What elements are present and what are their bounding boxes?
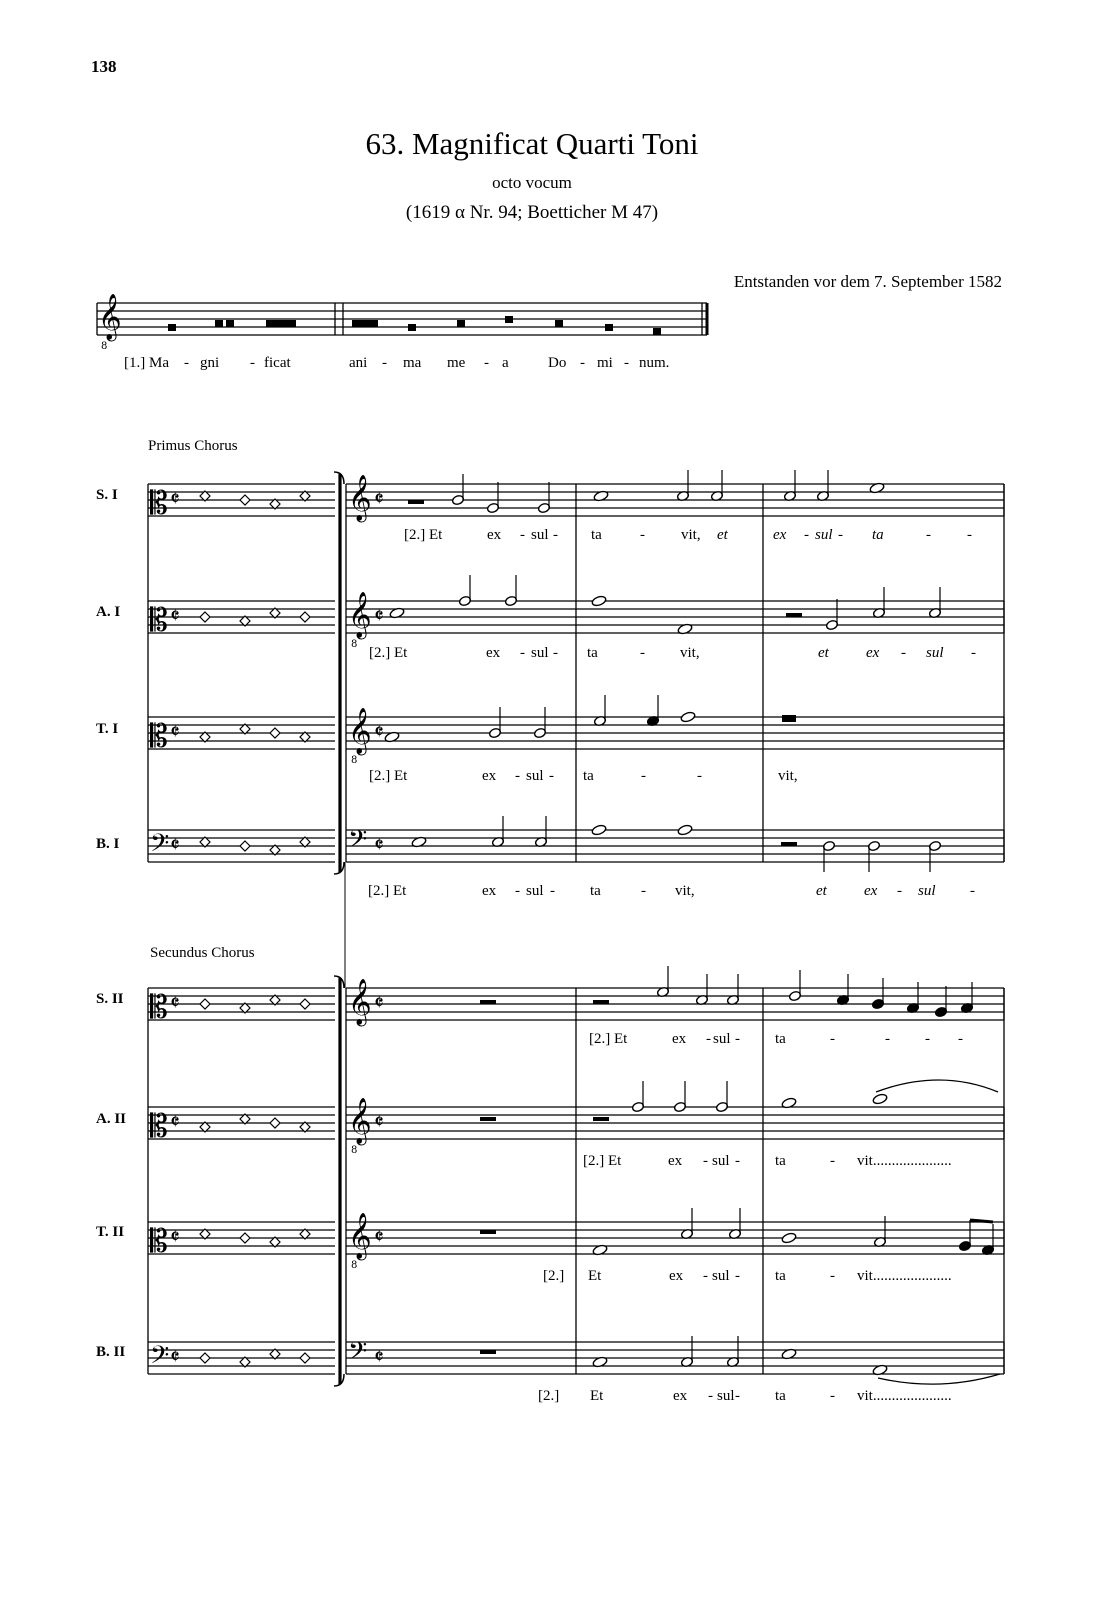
c-clef-icon: 𝄡 (150, 988, 168, 1026)
lyric-syllable: - (520, 645, 525, 661)
lyric-syllable: [2.] Et (369, 645, 408, 661)
beam-icon (970, 1220, 993, 1222)
lyric-syllable: ex (773, 527, 787, 543)
note-head (677, 824, 693, 836)
chant-note (168, 324, 176, 331)
c-clef-icon: 𝄡 (150, 484, 168, 522)
rest (480, 1117, 496, 1121)
lyric-syllable: [2.] Et (404, 527, 443, 543)
note-head (591, 824, 607, 836)
incipit-note (240, 841, 250, 851)
cut-time-icon: 𝄵 (170, 720, 180, 745)
lyric-syllable: ex (669, 1268, 684, 1284)
intonation-lyric: ani (349, 355, 368, 371)
lyric-syllable: [2.] (538, 1388, 560, 1404)
note-head (781, 1232, 797, 1244)
lyric-syllable: sul (526, 768, 544, 784)
lyric-syllable: vit, (680, 645, 700, 661)
lyric-syllable: - (515, 768, 520, 784)
incipit-note (270, 1118, 280, 1128)
lyric-syllable: - (553, 645, 558, 661)
slur-icon (878, 1374, 1000, 1384)
lyric-syllable: vit..................... (857, 1268, 952, 1284)
cut-time-icon: 𝄵 (374, 604, 384, 629)
lyric-syllable: ta (775, 1153, 786, 1169)
bass-clef-icon: 𝄢 (348, 825, 368, 860)
lyric-syllable: - (641, 883, 646, 899)
intonation-lyric: - (580, 355, 585, 371)
lyric-syllable: ta (587, 645, 598, 661)
intonation-lyric: - (624, 355, 629, 371)
lyric-syllable: - (735, 1388, 740, 1404)
lyric-syllable: sul (526, 883, 544, 899)
intonation-lyric: a (502, 355, 509, 371)
date-note: Entstanden vor dem 7. September 1582 (733, 272, 1002, 291)
lyric-syllable: et (818, 645, 829, 661)
rest (480, 1350, 496, 1354)
note-head (680, 711, 696, 723)
rest (786, 613, 802, 617)
lyric-syllable: sul (918, 883, 936, 899)
lyric-syllable: ta (591, 527, 602, 543)
voice-label-b2: B. II (96, 1344, 126, 1360)
lyric-syllable: sul (712, 1153, 730, 1169)
voice-label-s2: S. II (96, 991, 124, 1007)
choir-label-secundus: Secundus Chorus (150, 945, 255, 961)
cut-time-icon: 𝄵 (170, 604, 180, 629)
intonation-lyric: - (484, 355, 489, 371)
intonation-lyric: - (250, 355, 255, 371)
treble-clef-icon: 𝄞 (348, 592, 372, 638)
cut-time-icon: 𝄵 (170, 991, 180, 1016)
breve-note (782, 715, 796, 722)
lyric-syllable: - (703, 1153, 708, 1169)
lyric-syllable: - (958, 1031, 963, 1047)
lyric-syllable: - (926, 527, 931, 543)
incipit-note (300, 999, 310, 1009)
lyric-syllable: sul (531, 527, 549, 543)
choir-label-primus: Primus Chorus (148, 438, 238, 454)
lyric-syllable: - (515, 883, 520, 899)
lyric-syllable: - (520, 527, 525, 543)
lyric-syllable: ta (775, 1031, 786, 1047)
octave-mark-icon: 8 (351, 1145, 358, 1156)
lyric-syllable: - (640, 645, 645, 661)
lyric-syllable: sul (815, 527, 833, 543)
treble-clef-icon: 𝄞 (348, 1213, 372, 1259)
lyric-syllable: - (735, 1268, 740, 1284)
lyric-syllable: Et (588, 1268, 602, 1284)
treble-clef-icon: 𝄞 (98, 294, 122, 340)
chant-note (226, 320, 234, 327)
lyric-syllable: [2.] Et (368, 883, 407, 899)
bass-clef-icon: 𝄢 (150, 829, 170, 864)
lyric-syllable: ta (775, 1388, 786, 1404)
voice-label-t1: T. I (96, 721, 119, 737)
lyric-syllable: sul (713, 1031, 731, 1047)
chant-note (408, 324, 416, 331)
octave-mark-icon: 8 (351, 1260, 358, 1271)
intonation-lyric: [1.] Ma (124, 355, 169, 371)
lyric-syllable: [2.] Et (589, 1031, 628, 1047)
c-clef-icon: 𝄡 (150, 1107, 168, 1145)
lyric-syllable: - (804, 527, 809, 543)
chant-note (605, 324, 613, 331)
lyric-syllable: ex (672, 1031, 687, 1047)
lyric-syllable: ta (775, 1268, 786, 1284)
lyric-syllable: ta (583, 768, 594, 784)
lyric-syllable: vit..................... (857, 1388, 952, 1404)
lyric-syllable: - (553, 527, 558, 543)
lyric-syllable: - (708, 1388, 713, 1404)
lyric-syllable: vit..................... (857, 1153, 952, 1169)
cut-time-icon: 𝄵 (170, 1110, 180, 1135)
note-head (872, 1093, 888, 1105)
lyric-syllable: [2.] Et (583, 1153, 622, 1169)
lyric-syllable: - (703, 1268, 708, 1284)
incipit-note (240, 495, 250, 505)
rest (408, 500, 424, 504)
cut-time-icon: 𝄵 (170, 1345, 180, 1370)
intonation-lyric: ma (403, 355, 422, 371)
intonation-lyric: - (184, 355, 189, 371)
lyric-syllable: vit, (675, 883, 695, 899)
rest (593, 1000, 609, 1004)
rest (593, 1117, 609, 1121)
lyric-syllable: - (925, 1031, 930, 1047)
bass-clef-icon: 𝄢 (348, 1337, 368, 1372)
lyric-syllable: ex (482, 883, 497, 899)
lyric-syllable: - (735, 1153, 740, 1169)
cut-time-icon: 𝄵 (374, 1345, 384, 1370)
lyric-syllable: - (640, 527, 645, 543)
lyric-syllable: - (550, 883, 555, 899)
intonation-lyric: num. (639, 355, 670, 371)
lyric-syllable: vit, (778, 768, 798, 784)
cut-time-icon: 𝄵 (170, 1225, 180, 1250)
octave-mark-icon: 8 (101, 341, 108, 352)
lyric-syllable: [2.] Et (369, 768, 408, 784)
incipit-note (200, 1353, 210, 1363)
intonation-lyric: ficat (264, 355, 291, 371)
lyric-syllable: ex (482, 768, 497, 784)
lyric-syllable: sul (531, 645, 549, 661)
cut-time-icon: 𝄵 (374, 1110, 384, 1135)
chant-note (352, 320, 378, 327)
lyric-syllable: [2.] (543, 1268, 565, 1284)
cut-time-icon: 𝄵 (374, 833, 384, 858)
chant-note (457, 320, 465, 327)
incipit-note (300, 1353, 310, 1363)
chant-note (505, 316, 513, 323)
rest (480, 1000, 496, 1004)
c-clef-icon: 𝄡 (150, 1222, 168, 1260)
lyric-syllable: et (816, 883, 827, 899)
treble-clef-icon: 𝄞 (348, 979, 372, 1025)
lyric-syllable: ex (866, 645, 880, 661)
lyric-syllable: ex (673, 1388, 688, 1404)
treble-clef-icon: 𝄞 (348, 475, 372, 521)
lyric-syllable: ex (864, 883, 878, 899)
bass-clef-icon: 𝄢 (150, 1341, 170, 1376)
rest (781, 842, 797, 846)
lyric-syllable: - (901, 645, 906, 661)
chant-note (266, 320, 296, 327)
lyric-syllable: sul (926, 645, 944, 661)
lyric-syllable: - (830, 1031, 835, 1047)
page-number: 138 (91, 57, 117, 76)
incipit-note (300, 612, 310, 622)
note-head (591, 595, 607, 607)
voice-label-s1: S. I (96, 487, 118, 503)
voice-label-a2: A. II (96, 1111, 127, 1127)
intonation-lyric: - (382, 355, 387, 371)
chant-note (215, 320, 223, 327)
lyric-syllable: - (697, 768, 702, 784)
intonation-lyric: mi (597, 355, 613, 371)
c-clef-icon: 𝄡 (150, 601, 168, 639)
lyric-syllable: sul (717, 1388, 735, 1404)
lyric-syllable: - (830, 1153, 835, 1169)
incipit-note (240, 1233, 250, 1243)
lyric-syllable: - (549, 768, 554, 784)
lyric-syllable: - (706, 1031, 711, 1047)
lyric-syllable: ta (590, 883, 601, 899)
cut-time-icon: 𝄵 (374, 487, 384, 512)
incipit-note (270, 728, 280, 738)
lyric-syllable: et (717, 527, 728, 543)
lyric-syllable: ex (487, 527, 502, 543)
lyric-syllable: - (735, 1031, 740, 1047)
incipit-note (200, 612, 210, 622)
lyric-syllable: Et (590, 1388, 604, 1404)
intonation-lyric: gni (200, 355, 220, 371)
lyric-syllable: sul (712, 1268, 730, 1284)
lyric-syllable: - (838, 527, 843, 543)
treble-clef-icon: 𝄞 (348, 1098, 372, 1144)
lyric-syllable: ex (486, 645, 501, 661)
chant-note (653, 328, 661, 335)
octave-mark-icon: 8 (351, 755, 358, 766)
slur-icon (876, 1080, 998, 1092)
lyric-syllable: - (885, 1031, 890, 1047)
lyric-syllable: - (970, 883, 975, 899)
lyric-syllable: ta (872, 527, 884, 543)
voice-label-t2: T. II (96, 1224, 125, 1240)
subtitle: octo vocum (492, 173, 572, 192)
lyric-syllable: - (830, 1388, 835, 1404)
octave-mark-icon: 8 (351, 639, 358, 650)
c-clef-icon: 𝄡 (150, 717, 168, 755)
lyric-syllable: - (641, 768, 646, 784)
voice-label-b1: B. I (96, 836, 120, 852)
lyric-syllable: vit, (681, 527, 701, 543)
lyric-syllable: - (967, 527, 972, 543)
cut-time-icon: 𝄵 (374, 991, 384, 1016)
lyric-syllable: ex (668, 1153, 683, 1169)
treble-clef-icon: 𝄞 (348, 708, 372, 754)
cut-time-icon: 𝄵 (374, 1225, 384, 1250)
chant-note (555, 320, 563, 327)
voice-label-a1: A. I (96, 604, 121, 620)
piece-title: 63. Magnificat Quarti Toni (365, 126, 699, 161)
cut-time-icon: 𝄵 (374, 720, 384, 745)
intonation-lyric: Do (548, 355, 567, 371)
source-reference: (1619 α Nr. 94; Boetticher M 47) (405, 202, 659, 223)
rest (480, 1230, 496, 1234)
intonation-lyric: me (447, 355, 466, 371)
cut-time-icon: 𝄵 (170, 487, 180, 512)
lyric-syllable: - (971, 645, 976, 661)
lyric-syllable: - (897, 883, 902, 899)
cut-time-icon: 𝄵 (170, 833, 180, 858)
incipit-note (200, 999, 210, 1009)
lyric-syllable: - (830, 1268, 835, 1284)
